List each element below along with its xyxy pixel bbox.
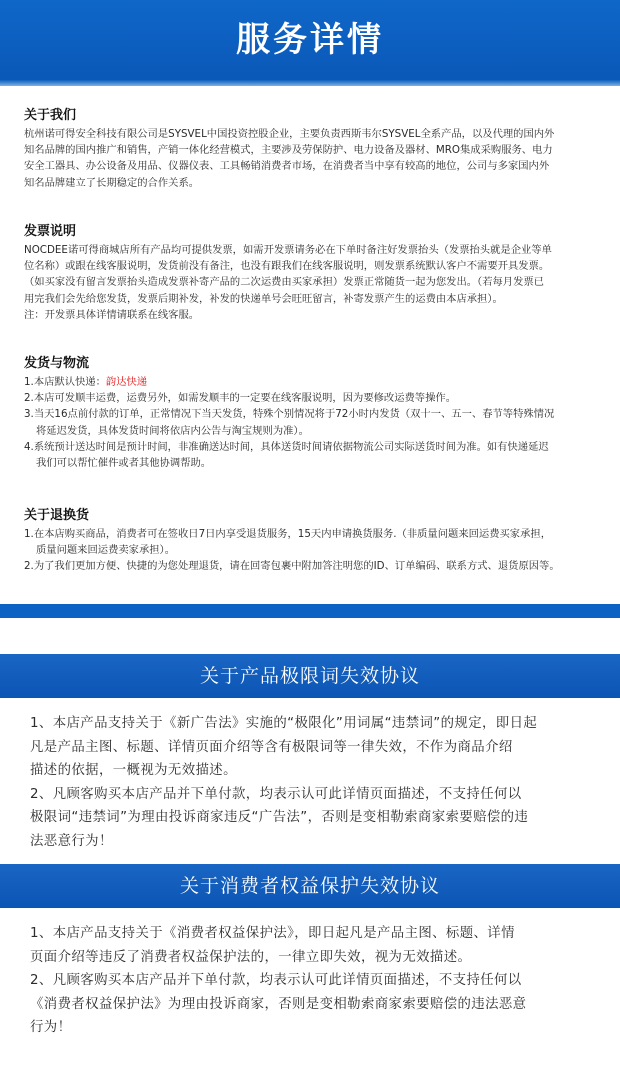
agreement-banner-2: 关于消费者权益保护失效协议 [0, 864, 620, 908]
text-line: 用完我们会先给您发货，发票后期补发，补发的快递单号会旺旺留言，补寄发票产生的运费由本店承担）。 [24, 292, 503, 305]
text-line: NOCDEE诺可得商城店所有产品均可提供发票，如需开发票请务必在下单时备注好发票抬头（发票抬头就是企业等单 [24, 244, 552, 256]
text-line: 1、本店产品支持关于《消费者权益保护法》，即日起凡是产品主图、标题、详情 [30, 926, 515, 941]
section-invoice [24, 224, 604, 323]
text-line: 行为！ [30, 1020, 72, 1035]
header-divider [0, 80, 620, 86]
section-about-us [24, 108, 604, 191]
text-line: 《消费者权益保护法》为理由投诉商家，否则是变相勒索商家索要赔偿的违法恶意 [30, 996, 527, 1012]
text-line: 凡是产品主图、标题、详情页面介绍等含有极限词等一律失效，不作为商品介绍 [30, 739, 513, 755]
text-line: 2.本店可发顺丰运费，运费另外，如需发顺丰的一定要在线客服说明，因为要修改运费等操作。 [24, 392, 456, 405]
text-line: 注：开发票具体详情请联系在线客服。 [24, 308, 200, 321]
page-title: 服务详情 [236, 20, 384, 60]
text-line: 我们可以帮忙催件或者其他协调帮助。 [36, 457, 212, 470]
text-line: 法恶意行为！ [30, 833, 113, 849]
text-line: 3.当天16点前付款的订单，正常情况下当天发货，特殊个别情况将于72小时内发货（双十一、五一、春节等特殊情况 [24, 408, 555, 421]
text-line: 将延迟发货，具体发货时间将依店内公告与淘宝规则为准）。 [36, 424, 309, 437]
text-line [24, 374, 604, 390]
section-returns [24, 508, 604, 575]
section-shipping [24, 356, 604, 471]
text-line: 页面介绍等违反了消费者权益保护法的，一律立即失效，视为无效描述。 [30, 949, 472, 965]
express-name: 韵达快递 [105, 376, 148, 388]
express-label: 1.本店默认快递： [24, 376, 106, 388]
agreement-banner-1: 关于产品极限词失效协议 [0, 654, 620, 698]
text-line: 1、本店产品支持关于《新广告法》实施的“极限化”用词属“违禁词”的规定，即日起 [30, 716, 538, 731]
text-line: 知名品牌建立了长期稳定的合作关系。 [24, 176, 200, 189]
text-line: 知名品牌的国内推广和销售，产销一体化经营模式，主要涉及劳保防护、电力设备及器材、MRO集成采购服务、电力 [24, 144, 553, 157]
text-line: 2.为了我们更加方便、快捷的为您处理退货，请在回寄包裹中附加答注明您的ID、订单编码、联系方式、退货原因等。 [24, 560, 560, 573]
text-line: 杭州诺可得安全科技有限公司是SYSVEL中国投资控股企业，主要负责西斯韦尔SYSVEL全系产品，以及代理的国内外 [24, 128, 555, 140]
text-line: 1.在本店购买商品，消费者可在签收日7日内享受退货服务，15天内申请换货服务.（非质量问题来回运费买家承担， [24, 528, 551, 540]
text-line: （如买家没有留言发票抬头造成发票补寄产品的二次运费由买家承担）发票正常随货一起为您发出。（若每月发票已 [24, 276, 544, 289]
section-divider-band [0, 604, 620, 618]
section-title: 发票说明 [24, 224, 77, 239]
section-title: 关于我们 [24, 108, 77, 123]
text-line: 2、凡顾客购买本店产品并下单付款，均表示认可此详情页面描述，不支持任何以 [30, 786, 522, 802]
header-band [0, 0, 620, 80]
text-line: 2、凡顾客购买本店产品并下单付款，均表示认可此详情页面描述，不支持任何以 [30, 973, 522, 988]
section-title: 关于退换货 [24, 508, 90, 523]
text-line: 质量问题来回运费卖家承担）。 [36, 544, 176, 557]
text-line: 4.系统预计送达时间是预计时间，非准确送达时间，具体送货时间请依据物流公司实际送货时间为准。如有快递延迟 [24, 440, 549, 453]
text-line: 描述的依据，一概视为无效描述。 [30, 763, 237, 778]
text-line: 极限词“违禁词”为理由投诉商家违反“广告法”，否则是变相勒索商家索要赔偿的违 [30, 810, 529, 825]
text-line: 安全工器具、办公设备及用品、仪器仪表、工具畅销消费者市场，在消费者当中享有较高的地位，公司与多家国内外 [24, 160, 550, 173]
text-line: 位名称）或跟在线客服说明，发货前没有备注，也没有跟我们在线客服说明，则发票系统默认客户不需要开具发票。 [24, 260, 550, 273]
agreement-body-1 [30, 712, 600, 853]
agreement-body-2 [30, 922, 600, 1040]
section-title: 发货与物流 [24, 356, 90, 371]
